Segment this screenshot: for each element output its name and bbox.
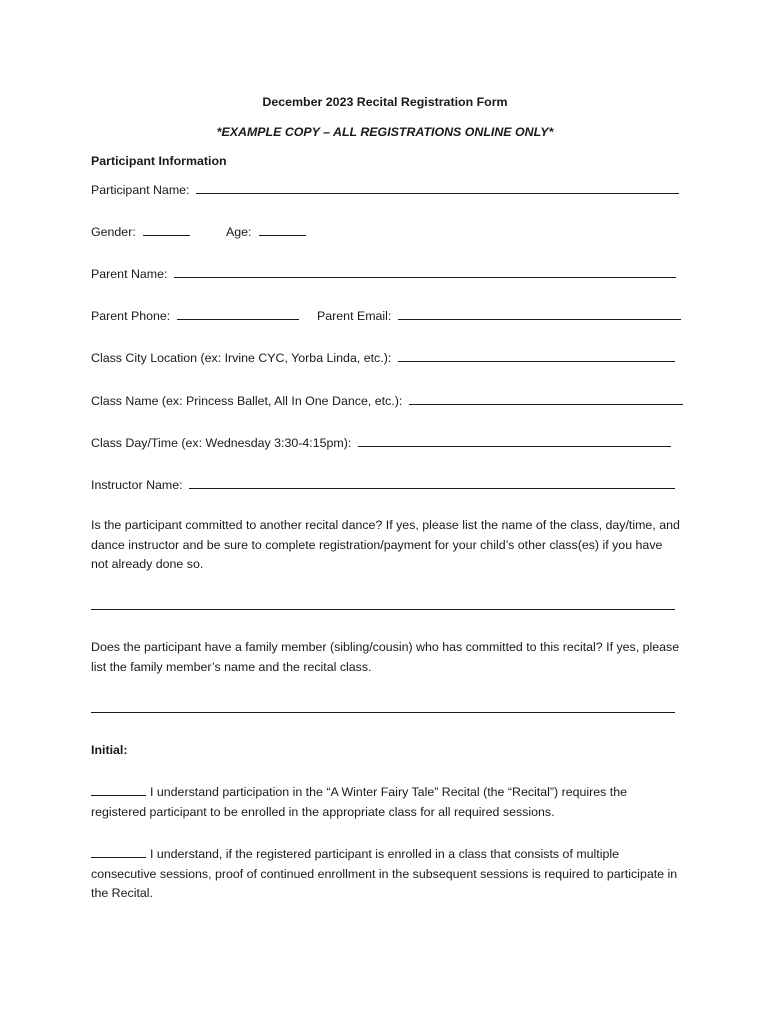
- gender-row: [91, 224, 190, 240]
- answer-family-member-row: [91, 701, 675, 717]
- initial-statement-1-row: [91, 783, 683, 822]
- form-title: December 2023 Recital Registration Form: [262, 95, 508, 109]
- initial-heading: Initial:: [91, 743, 128, 757]
- instructor-name-row: [91, 477, 675, 493]
- parent-name-row: [91, 266, 676, 282]
- answer-other-recital-row: [91, 598, 675, 614]
- gender-field[interactable]: [143, 224, 190, 236]
- class-city-row: [91, 350, 675, 366]
- answer-family-member-field[interactable]: [91, 701, 675, 713]
- parent-phone-field[interactable]: [177, 308, 299, 320]
- class-name-row: [91, 393, 683, 409]
- question-other-recital: Is the participant committed to another recital dance? If yes, please list the name of the class, day/time, and dance instructor and be sure to complete registration/payment for your child’s other class(es) if you have not already done so.: [91, 518, 680, 571]
- participant-name-label: Participant Name:: [91, 183, 190, 197]
- parent-phone-label: Parent Phone:: [91, 309, 171, 323]
- parent-email-row: [317, 308, 681, 324]
- participant-name-row: [91, 182, 679, 198]
- initial-1-field[interactable]: [91, 784, 146, 796]
- class-day-time-row: [91, 435, 671, 451]
- section-heading-participant-info: Participant Information: [91, 154, 227, 168]
- class-city-label: Class City Location (ex: Irvine CYC, Yorba Linda, etc.):: [91, 351, 392, 365]
- question-family-member: Does the participant have a family member (sibling/cousin) who has committed to this recital? If yes, please list the family member’s name and the recital class.: [91, 640, 680, 674]
- initial-2-field[interactable]: [91, 846, 146, 858]
- initial-statement-2-row: [91, 845, 683, 904]
- parent-email-label: Parent Email:: [317, 309, 392, 323]
- instructor-name-label: Instructor Name:: [91, 478, 183, 492]
- form-subtitle: *EXAMPLE COPY – ALL REGISTRATIONS ONLINE ONLY*: [216, 125, 554, 139]
- parent-phone-row: [91, 308, 299, 324]
- initial-statement-1: I understand participation in the “A Winter Fairy Tale” Recital (the “Recital”) requires the registered participant to be enrolled in the appropriate class for all required sessions.: [91, 785, 628, 819]
- parent-email-field[interactable]: [398, 308, 681, 320]
- class-day-time-field[interactable]: [358, 435, 671, 447]
- age-row: [226, 224, 306, 240]
- initial-statement-2: I understand, if the registered participant is enrolled in a class that consists of multiple consecutive sessions, proof of continued enrollment in the subsequent sessions is required to participate in the Recital.: [91, 847, 678, 900]
- class-name-label: Class Name (ex: Princess Ballet, All In One Dance, etc.):: [91, 394, 403, 408]
- age-label: Age:: [226, 225, 252, 239]
- instructor-name-field[interactable]: [189, 477, 675, 489]
- class-city-field[interactable]: [398, 350, 675, 362]
- participant-name-field[interactable]: [196, 182, 679, 194]
- gender-label: Gender:: [91, 225, 136, 239]
- parent-name-label: Parent Name:: [91, 267, 168, 281]
- parent-name-field[interactable]: [174, 266, 676, 278]
- answer-other-recital-field[interactable]: [91, 598, 675, 610]
- age-field[interactable]: [259, 224, 306, 236]
- class-name-field[interactable]: [409, 393, 683, 405]
- class-day-time-label: Class Day/Time (ex: Wednesday 3:30-4:15pm):: [91, 436, 352, 450]
